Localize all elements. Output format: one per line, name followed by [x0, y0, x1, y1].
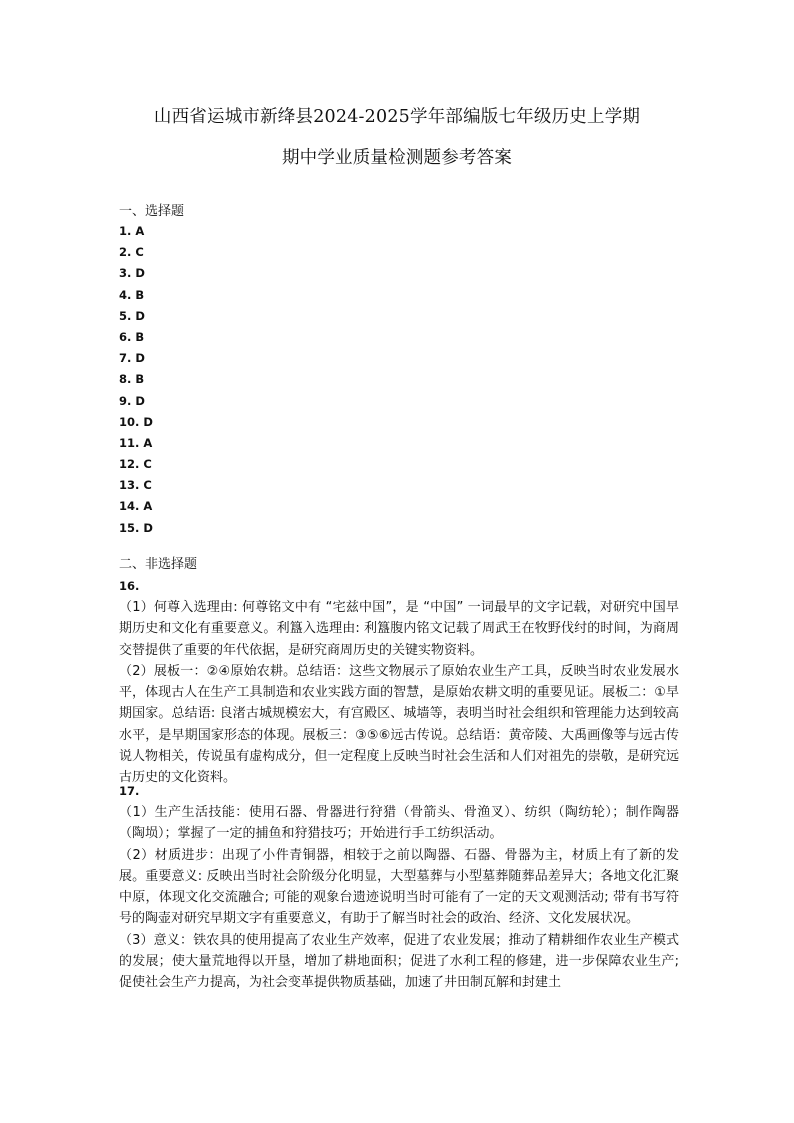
question-17-part-1: （1）生产生活技能：使用石器、骨器进行狩猎（骨箭头、骨渔叉）、纺织（陶纺轮）；制作陶器（陶埙）；掌握了一定的捕鱼和狩猎技巧；开始进行手工纺织活动。	[119, 805, 679, 842]
answer-item: 10. D	[119, 414, 153, 429]
page-title-line-1: 山西省运城市新绛县2024-2025学年部编版七年级历史上学期	[153, 107, 641, 127]
answer-item: 11. A	[119, 435, 153, 450]
question-17-answer	[119, 802, 679, 994]
question-17-part-3: （3）意义：铁农具的使用提高了农业生产效率，促进了农业发展；推动了精耕细作农业生产模式的发展；使大量荒地得以开垦，增加了耕地面积；促进了水利工程的修建，进一步保障农业生产; 促使社会生产力提高，为社会变革提供物质基础，加速了井田制瓦解和封建土	[119, 932, 679, 991]
answer-item: 5. D	[119, 308, 145, 323]
answer-item: 8. B	[119, 372, 145, 387]
answer-item: 1. A	[119, 224, 145, 238]
page-title-line-2: 期中学业质量检测题参考答案	[281, 148, 513, 168]
question-16-number: 16.	[119, 579, 140, 593]
multiple-choice-answer-list	[119, 222, 153, 540]
question-17-part-2: （2）材质进步：出现了小件青铜器，相较于之前以陶器、石器、骨器为主，材质上有了新的发展。重要意义: 反映出当时社会阶级分化明显，大型墓葬与小型墓葬随葬品差异大；各地文化汇聚中原，体现文化交流融合; 可能的观象台遗迹说明当时可能有了一定的天文观测活动; 带有书写符号的陶壶对研究早期文字有重要意义，有助于了解当时社会的政治、经济、文化发展状况。	[119, 847, 679, 927]
answer-item: 4. B	[119, 287, 145, 302]
answer-item: 14. A	[119, 499, 153, 514]
answer-item: 3. D	[119, 266, 145, 281]
section-heading-multiple-choice: 一、选择题	[119, 204, 185, 219]
question-17-number: 17.	[119, 784, 140, 798]
question-16-part-1: （1）何尊入选理由: 何尊铭文中有 “宅兹中国”，是 “中国” 一词最早的文字记载，对研究中国早期历史和文化有重要意义。利簋入选理由: 利簋腹内铭文记载了周武王在牧野伐纣的时间，为商周交替提供了重要的年代依据，是研究商周历史的关键实物资料。	[119, 600, 679, 658]
answer-item: 6. B	[119, 329, 145, 344]
answer-item: 2. C	[119, 245, 144, 260]
section-heading-non-choice: 二、非选择题	[119, 557, 198, 572]
answer-item: 7. D	[119, 351, 145, 366]
question-16-answer	[119, 597, 679, 789]
question-16-part-2: （2）展板一：②④原始农耕。总结语：这些文物展示了原始农业生产工具，反映当时农业发展水平，体现古人在生产工具制造和农业实践方面的智慧，是原始农耕文明的重要见证。展板二：①早期国家。总结语: 良渚古城规模宏大，有宫殿区、城墙等，表明当时社会组织和管理能力达到较高水平，是早期国家形态的体现。展板三：③⑤⑥远古传说。总结语：黄帝陵、大禹画像等与远古传说人物相关，传说虽有虚构成分，但一定程度上反映当时社会生活和人们对祖先的崇敬，是研究远古历史的文化资料。	[119, 663, 679, 786]
answer-item: 9. D	[119, 393, 145, 408]
answer-item: 12. C	[119, 457, 152, 472]
answer-item: 13. C	[119, 478, 152, 493]
answer-item: 15. D	[119, 520, 153, 535]
